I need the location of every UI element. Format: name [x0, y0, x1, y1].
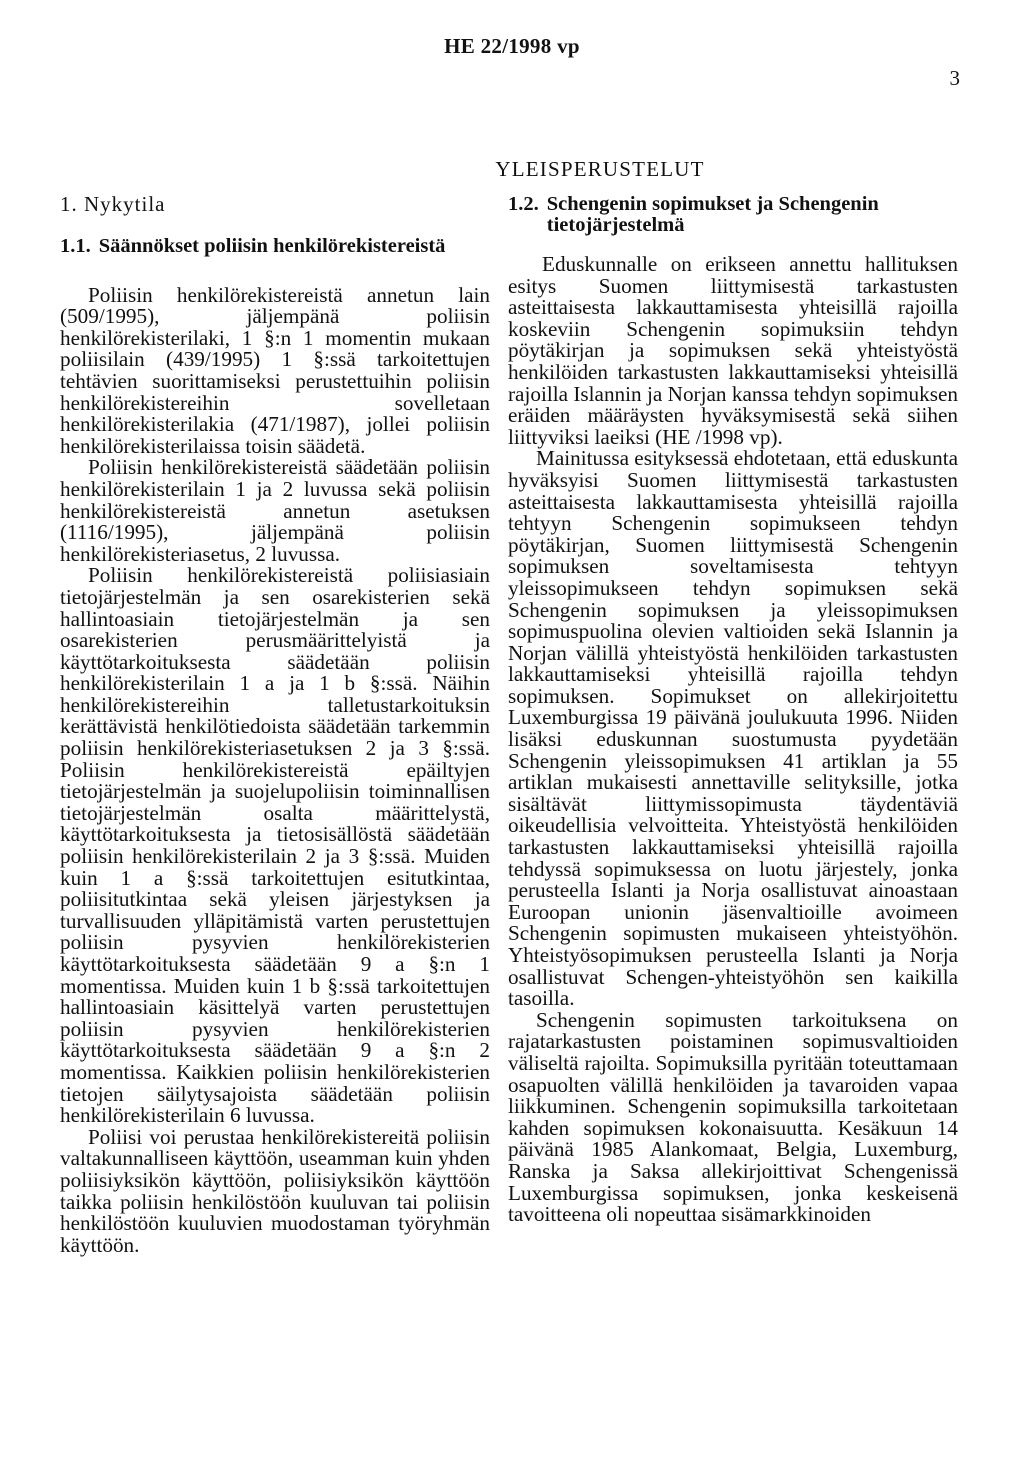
subsection-heading-schengen — [508, 194, 958, 236]
subsection-heading-poliisin-henkilorekisterit — [60, 236, 490, 257]
main-heading: YLEISPERUSTELUT — [495, 157, 705, 181]
paragraph: Mainitussa esityksessä ehdotetaan, että eduskunta hyväksyisi Suomen liittymisestä tarkastusten asteittaisesta lakkauttamisesta yhteisillä rajoilla tehtyyn Schengenin sopimukseen tehdyn pöytäkirjan, Suomen liittymisestä Schengenin sopimuksen soveltamisesta tehtyyn yleissopimukseen tehdyn sopimuksen sekä Schengenin sopimuksen ja yleissopimuksen sopimuspuolina olevien valtioiden sekä Islannin ja Norjan välillä yhteistyöstä henkilöiden tarkastusten lakkauttamiseksi yhteisillä rajoilla tehdyn sopimuksen. Sopimukset on allekirjoitettu Luxemburgissa 19 päivänä joulukuuta 1996. Niiden lisäksi eduskunnan suostumusta pyydetään Schengenin yleissopimuksen 41 artiklan ja 55 artiklan mukaisesti annettaville selityksille, jotka sisältävät liittymissopimusta täydentäviä oikeudellisia velvoitteita. Yhteistyöstä henkilöiden tarkastusten lakkauttamiseksi yhteisillä rajoilla tehdyssä sopimuksessa on luotu järjestely, jonka perusteella Islanti ja Norja osallistuvat ainoastaan Euroopan unionin jäsenvaltioille avoimeen Schengenin sopimusten mukaiseen yhteistyöhön. Yhteistyösopimuksen perusteella Islanti ja Norja osallistuvat Schengen-yhteistyöhön sen kaikilla tasoilla. — [508, 446, 958, 1011]
left-column — [60, 194, 490, 1256]
subsection-number: 1.1. — [60, 234, 91, 257]
paragraph: Poliisin henkilörekistereistä poliisiasiain tietojärjestelmän ja sen osarekisterien sekä hallintoasiain tietojärjestelmän ja sen osarekisterien perusmäärittelyistä ja käyttötarkoituksesta säädetään poliisin henkilörekisterilain 1 a ja 1 b §:ssä. Näihin henkilörekistereihin talletustarkoituksin kerättävistä henkilötiedoista säädetään tarkemmin poliisin henkilörekisteriasetuksen 2 ja 3 §:ssä. Poliisin henkilörekistereistä epäiltyjen tietojärjestelmän ja suojelupoliisin toiminnallisen tietojärjestelmän osalta määrittelystä, käyttötarkoituksesta ja tietosisällöstä säädetään poliisin henkilörekisterilain 2 ja 3 §:ssä. Muiden kuin 1 a §:ssä tarkoitettujen esitutkintaa, poliisitutkintaa sekä yleisen järjestyksen ja turvallisuuden ylläpitämistä varten perustettujen poliisin pysyvien henkilörekisterien käyttötarkoituksesta säädetään 9 a §:n 1 momentissa. Muiden kuin 1 b §:ssä tarkoitettujen hallintoasiain käsittelyä varten perustettujen poliisin pysyvien henkilörekisterien käyttötarkoituksesta säädetään 9 a §:n 2 momentissa. Kaikkien poliisin henkilörekisterien tietojen säilytysajoista säädetään poliisin henkilörekisterilain 6 luvussa. — [60, 563, 490, 1128]
running-title: HE 22/1998 vp — [444, 34, 580, 58]
paragraph: Eduskunnalle on erikseen annettu hallituksen esitys Suomen liittymisestä tarkastusten asteittaisesta lakkauttamisesta yhteisillä rajoilla koskeviin Schengenin sopimuksiin tehdyn pöytäkirjan ja sopimuksen sekä yhteistyöstä henkilöiden tarkastusten lakkauttamiseksi yhteisillä rajoilla Islannin ja Norjan kanssa tehdyn sopimuksen eräiden määräysten hyväksymisestä sekä siihen liittyviksi laeiksi (HE /1998 vp). — [508, 252, 958, 449]
page-number: 3 — [949, 66, 960, 90]
section-heading-nykytila — [60, 194, 490, 216]
section-number: 1. — [60, 192, 78, 216]
right-column — [508, 194, 958, 1226]
paragraph: Poliisin henkilörekistereistä säädetään poliisin henkilörekisterilain 1 ja 2 luvussa sekä poliisin henkilörekistereistä annetun asetuksen (1116/1995), jäljempänä poliisin henkilörekisteriasetus, 2 luvussa. — [60, 455, 490, 566]
paragraph: Poliisi voi perustaa henkilörekistereitä poliisin valtakunnalliseen käyttöön, useamman kuin yhden poliisiyksikön käyttöön, poliisiyksikön käyttöön taikka poliisin henkilöstöön kuuluvan tai poliisin henkilöstöön kuuluvien muodostaman työryhmän käyttöön. — [60, 1124, 490, 1257]
subsection-number: 1.2. — [508, 193, 539, 215]
subsection-title: Säännökset poliisin henkilörekistereistä — [98, 234, 446, 257]
paragraph: Poliisin henkilörekistereistä annetun lain (509/1995), jäljempänä poliisin henkilörekisterilaki, 1 §:n 1 momentin mukaan poliisilain (439/1995) 1 §:ssä tarkoitettujen tehtävien suorittamiseksi perustettuihin poliisin henkilörekistereihin sovelletaan henkilörekisterilakia (471/1987), jollei poliisin henkilörekisterilaissa toisin säädetä. — [60, 282, 490, 458]
section-title: Nykytila — [84, 192, 166, 216]
paragraph: Schengenin sopimusten tarkoituksena on rajatarkastusten poistaminen sopimusvaltioiden väliseltä rajoilta. Sopimuksilla pyritään toteuttamaan osapuolten välillä henkilöiden ja tavaroiden vapaa liikkuminen. Schengenin sopimuksilla tarkoitetaan kahden sopimuksen kokonaisuutta. Kesäkuun 14 päivänä 1985 Alankomaat, Belgia, Luxemburg, Ranska ja Saksa allekirjoittivat Schengenissä Luxemburgissa sopimuksen, jonka keskeisenä tavoitteena oli nopeuttaa sisämarkkinoiden — [508, 1007, 958, 1227]
subsection-title: Schengenin sopimukset ja Schengenin tietojärjestelmä — [546, 193, 879, 236]
